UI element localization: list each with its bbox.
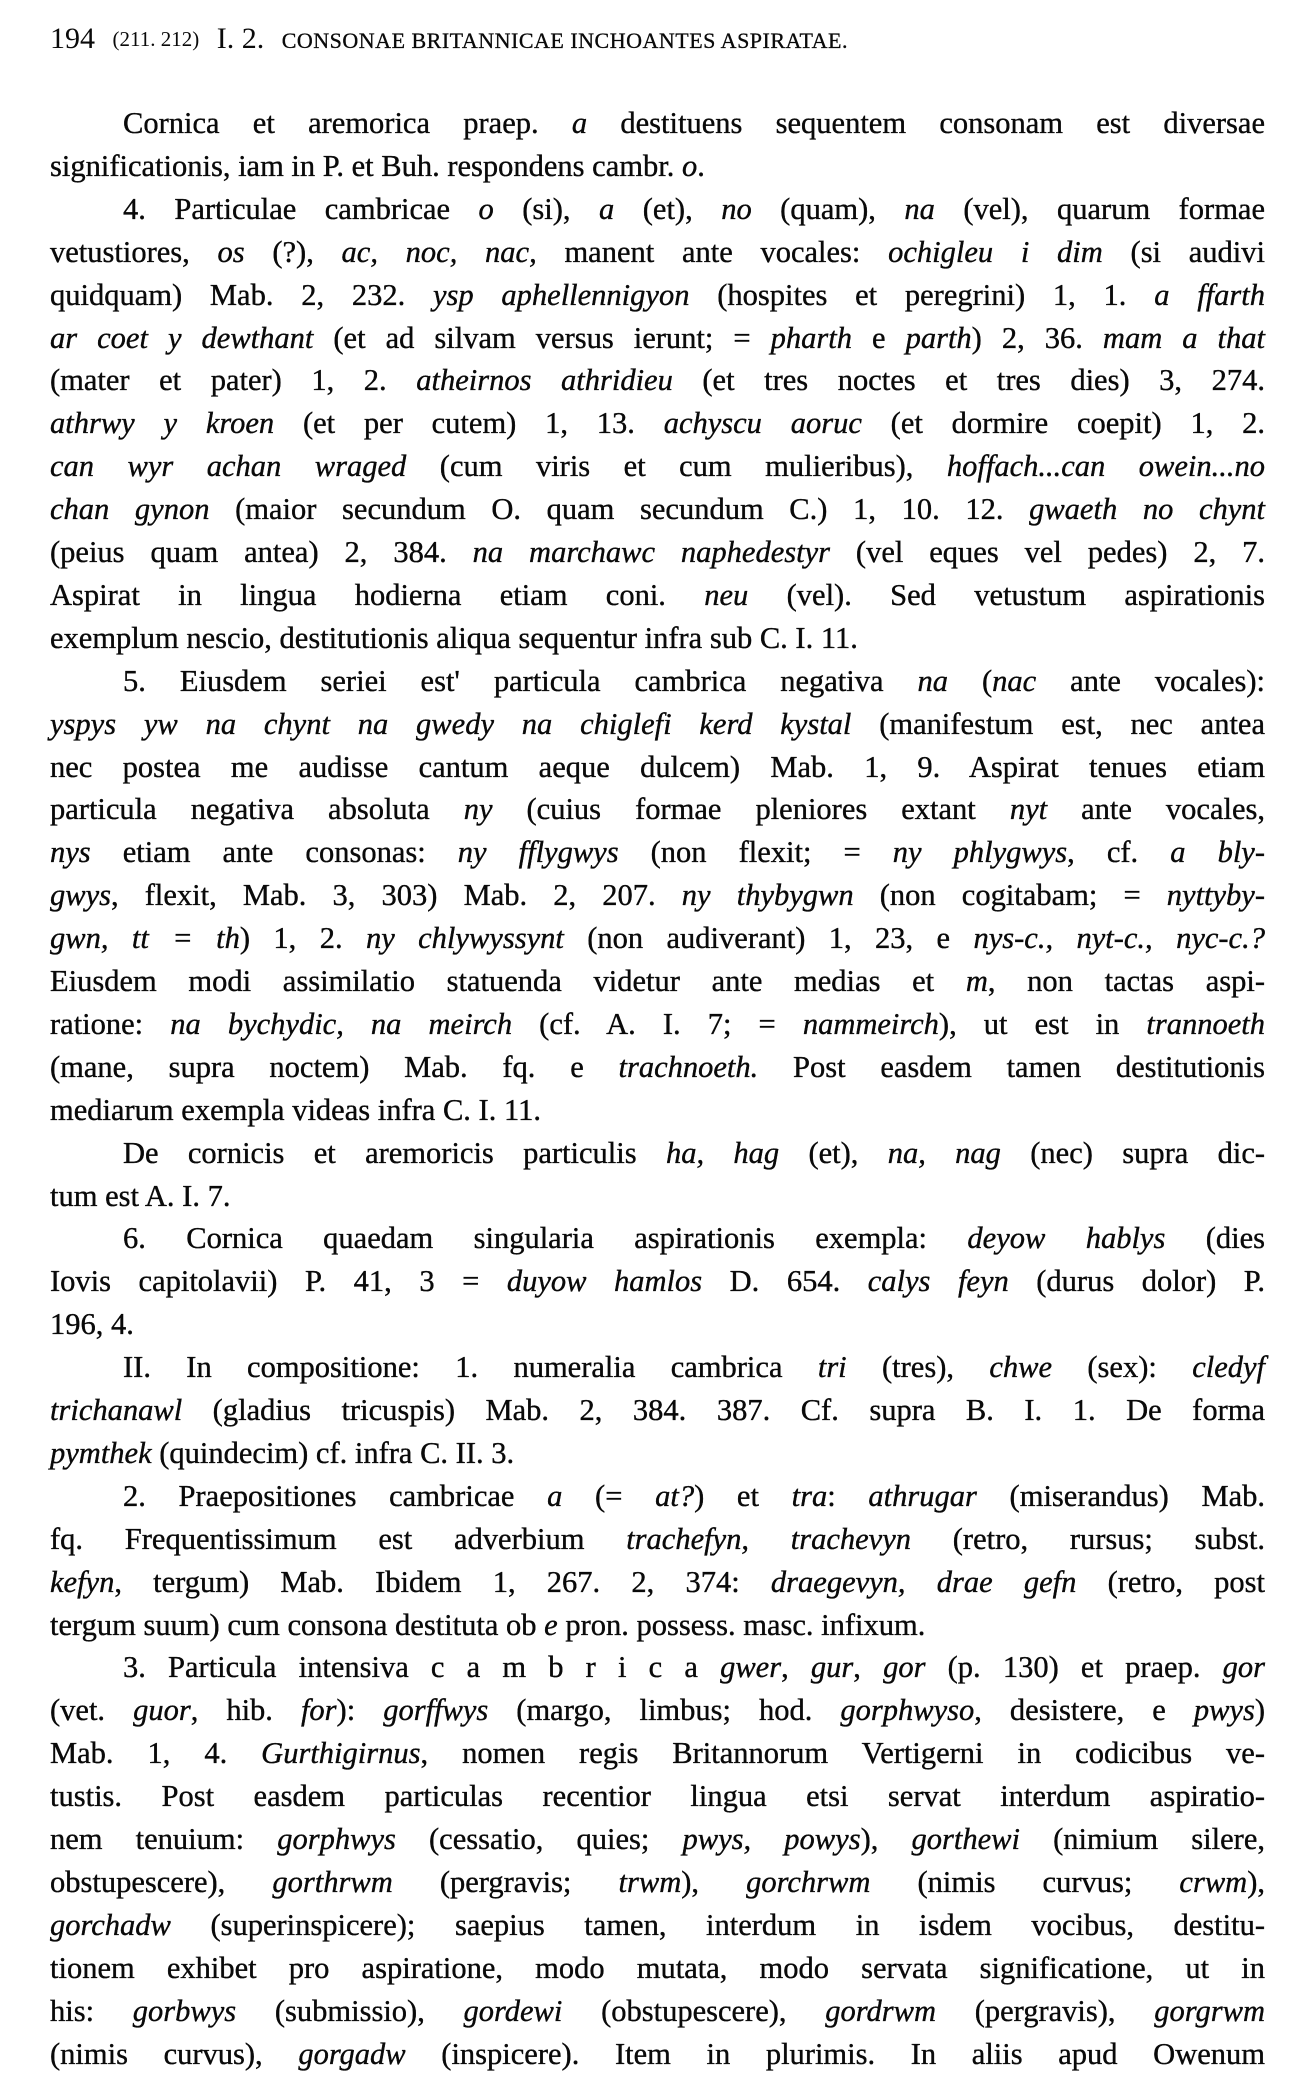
text-line bbox=[50, 1818, 1265, 1860]
italic-term: a bly- bbox=[1170, 835, 1265, 870]
text-run: (inspicere). Item in plurimis. In aliis apud Owenum bbox=[405, 2036, 1265, 2071]
text-line bbox=[50, 1947, 1265, 1989]
italic-term: a bbox=[571, 106, 588, 140]
text-run: (maior secundum O. quam secundum C.) 1, 10. 12. bbox=[209, 492, 1030, 527]
text-run: ante vocales, bbox=[1047, 792, 1265, 827]
italic-term: cledyf bbox=[1192, 1350, 1265, 1385]
text-run: ), ut est in bbox=[938, 1006, 1147, 1041]
italic-term: pymthek bbox=[50, 1435, 152, 1470]
text-run: (pergravis), bbox=[935, 1993, 1155, 2028]
text-line bbox=[50, 1775, 1265, 1817]
text-run: (et per cutem) 1, 13. bbox=[274, 406, 664, 441]
text-run: (nec) supra dic- bbox=[1000, 1135, 1266, 1170]
text-run: particula negativa absoluta bbox=[50, 792, 464, 827]
text-run: (durus dolor) P. bbox=[1008, 1264, 1266, 1299]
text-run: tionem exhibet pro aspiratione, modo mutata, modo servata significatione, ut in bbox=[50, 1950, 1265, 1985]
text-run: obstupescere), bbox=[50, 1864, 273, 1899]
italic-term: hoffach...can owein...no bbox=[946, 449, 1266, 484]
italic-term: trachefyn, trachevyn bbox=[626, 1521, 911, 1556]
italic-term: trannoeth bbox=[1146, 1006, 1265, 1041]
text-run: (gladius tricuspis) Mab. 2, 384. 387. Cf. supra B. I. 1. De forma bbox=[182, 1393, 1265, 1427]
text-line bbox=[50, 531, 1265, 573]
text-run: . bbox=[697, 148, 705, 183]
text-run: nem tenuium: bbox=[50, 1822, 278, 1856]
text-line bbox=[123, 1346, 1265, 1388]
text-run: (vel), quarum formae bbox=[934, 191, 1265, 226]
text-line bbox=[50, 1003, 1265, 1045]
text-run: (superinspicere); saepius tamen, interdum in isdem vocibus, destitu- bbox=[170, 1907, 1265, 1942]
italic-term: calys feyn bbox=[867, 1264, 1009, 1299]
italic-term: trwm bbox=[618, 1864, 682, 1899]
italic-term: nys-c., nyt-c., nyc-c.? bbox=[973, 921, 1265, 956]
text-line bbox=[50, 445, 1265, 487]
text-run: II. In compositione: 1. numeralia cambrica bbox=[123, 1350, 818, 1385]
text-line bbox=[50, 1089, 1265, 1131]
italic-term: ny fflygwys bbox=[457, 835, 619, 870]
italic-term: a ffarth bbox=[1154, 277, 1265, 312]
text-run: tergum suum) cum consona destituta ob bbox=[50, 1607, 545, 1642]
text-run: Post easdem tamen destitutionis bbox=[758, 1049, 1265, 1084]
italic-term: na, nag bbox=[887, 1135, 1001, 1170]
italic-term: chan gynon bbox=[50, 492, 210, 527]
text-run: nec postea me audisse cantum aeque dulcem) Mab. 1, 9. Aspirat tenues etiam bbox=[50, 749, 1265, 784]
italic-term: yspys yw na chynt na gwedy na chiglefi kerd kystal bbox=[50, 706, 852, 741]
italic-term: e bbox=[544, 1607, 558, 1642]
text-run: ), bbox=[1247, 1864, 1265, 1899]
italic-term: o bbox=[681, 148, 698, 183]
text-line bbox=[123, 188, 1265, 230]
italic-term: gur bbox=[810, 1650, 854, 1685]
text-run: (mane, supra noctem) Mab. fq. e bbox=[50, 1049, 619, 1084]
text-line bbox=[50, 1990, 1265, 2032]
text-run: (cuius formae pleniores extant bbox=[492, 792, 1010, 827]
text-run: (vel). Sed vetustum aspirationis bbox=[748, 577, 1265, 612]
italic-term: can wyr achan wraged bbox=[50, 449, 407, 484]
text-line bbox=[50, 1046, 1265, 1088]
text-line bbox=[50, 1175, 1265, 1217]
text-run: exemplum nescio, destitutionis aliqua sequentur infra sub C. I. 11. bbox=[50, 620, 858, 655]
italic-term: gwaeth no chynt bbox=[1029, 492, 1266, 527]
text-run: (si), bbox=[493, 191, 600, 226]
text-line bbox=[50, 1389, 1265, 1431]
text-run: vetustiores, bbox=[50, 234, 218, 269]
italic-term: nys bbox=[50, 835, 91, 870]
italic-term: ha, hag bbox=[665, 1135, 780, 1170]
text-run: (si audivi bbox=[1102, 234, 1265, 269]
text-run: , flexit, Mab. 3, 303) Mab. 2, 207. bbox=[111, 878, 682, 913]
text-line bbox=[50, 917, 1265, 959]
text-run: (et dormire coepit) 1, 2. bbox=[861, 406, 1265, 441]
italic-term: tra bbox=[791, 1478, 828, 1513]
text-run: Aspirat in lingua hodierna etiam coni. bbox=[50, 577, 705, 612]
italic-term: ny bbox=[463, 792, 493, 827]
italic-term: trachnoeth. bbox=[618, 1049, 759, 1084]
italic-term: gorthewi bbox=[911, 1822, 1020, 1856]
italic-term: gor bbox=[1222, 1650, 1266, 1685]
text-line bbox=[50, 1303, 1265, 1345]
text-run: (vet. bbox=[50, 1693, 134, 1728]
text-run: quidquam) Mab. 2, 232. bbox=[50, 277, 433, 312]
text-line bbox=[123, 1646, 1265, 1688]
italic-term: gwn, tt = th bbox=[50, 921, 240, 956]
italic-term: mam a that bbox=[1102, 320, 1265, 355]
italic-term: draegevyn, drae gefn bbox=[770, 1564, 1077, 1599]
text-line bbox=[50, 274, 1265, 316]
text-run: ), bbox=[860, 1822, 912, 1856]
italic-term: gorbwys bbox=[132, 1993, 237, 2028]
text-run: 196, 4. bbox=[50, 1307, 134, 1342]
text-line bbox=[50, 1518, 1265, 1560]
text-line bbox=[50, 617, 1265, 659]
italic-term: ny phlygwys bbox=[892, 835, 1068, 870]
text-line bbox=[50, 1689, 1265, 1731]
text-run: 2. Praepositiones cambricae bbox=[123, 1478, 548, 1513]
text-run: significationis, iam in P. et Buh. respondens cambr. bbox=[50, 148, 682, 183]
italic-term: Gurthigirnus bbox=[261, 1736, 421, 1771]
text-run: ) 2, 36. bbox=[971, 320, 1103, 355]
text-run: (et), bbox=[614, 191, 722, 226]
italic-term: pharth bbox=[770, 320, 852, 355]
text-run: 3. Particula intensiva c a m b r i c a bbox=[123, 1650, 721, 1685]
text-run: (non cogitabam; = bbox=[853, 878, 1167, 913]
italic-term: nyt bbox=[1009, 792, 1048, 827]
italic-term: ochigleu i dim bbox=[888, 234, 1103, 269]
text-run: (hospites et peregrini) 1, 1. bbox=[689, 277, 1155, 312]
text-line bbox=[50, 874, 1265, 916]
text-line bbox=[50, 1604, 1265, 1646]
italic-term: ar coet y dewthant bbox=[50, 320, 314, 355]
text-run: (p. 130) et praep. bbox=[925, 1650, 1223, 1685]
italic-term: atheirnos athridieu bbox=[416, 363, 673, 398]
text-run: e bbox=[851, 320, 906, 355]
text-run: his: bbox=[50, 1993, 133, 2028]
text-line bbox=[50, 2033, 1265, 2075]
italic-term: kefyn bbox=[50, 1564, 115, 1599]
italic-term: gordewi bbox=[463, 1993, 563, 2028]
text-run: (obstupescere), bbox=[562, 1993, 826, 2028]
text-run: fq. Frequentissimum est adverbium bbox=[50, 1521, 627, 1556]
italic-term: na bbox=[917, 663, 949, 698]
text-run: D. 654. bbox=[702, 1264, 868, 1299]
italic-term: na bbox=[904, 191, 935, 226]
text-line bbox=[50, 574, 1265, 616]
italic-term: a bbox=[599, 191, 615, 226]
text-line bbox=[50, 1561, 1265, 1603]
italic-term: ny chlywyssynt bbox=[365, 921, 564, 956]
text-line bbox=[50, 317, 1265, 359]
text-run: (non audiverant) 1, 23, e bbox=[563, 921, 974, 956]
italic-term: gordrwm bbox=[825, 1993, 936, 2028]
italic-term: na bychydic, na meirch bbox=[170, 1006, 513, 1041]
text-line bbox=[50, 1432, 1265, 1474]
italic-term: parth bbox=[905, 320, 972, 355]
italic-term: no bbox=[721, 191, 752, 226]
text-line bbox=[50, 1732, 1265, 1774]
text-run: tustis. Post easdem particulas recentior lingua etsi servat interdum aspiratio- bbox=[50, 1779, 1265, 1814]
text-line bbox=[50, 488, 1265, 530]
text-run: ante vocales): bbox=[1036, 663, 1265, 698]
italic-term: trichanawl bbox=[50, 1393, 183, 1427]
text-run: ) et bbox=[694, 1478, 792, 1513]
text-line bbox=[50, 831, 1265, 873]
italic-term: nammeirch bbox=[802, 1006, 939, 1041]
text-line bbox=[50, 359, 1265, 401]
text-run: ) bbox=[1254, 1693, 1265, 1728]
text-run: (pergravis; bbox=[392, 1864, 619, 1899]
text-run: Mab. 1, 4. bbox=[50, 1736, 262, 1771]
text-line bbox=[123, 1132, 1265, 1174]
text-run: Cornica et aremorica praep. bbox=[123, 106, 572, 140]
italic-term: nyttyby- bbox=[1166, 878, 1265, 913]
italic-term: at? bbox=[655, 1478, 695, 1513]
italic-term: neu bbox=[704, 577, 749, 612]
text-run: (= bbox=[562, 1478, 656, 1513]
text-run: tum est A. I. 7. bbox=[50, 1178, 231, 1213]
text-run: (et), bbox=[779, 1135, 888, 1170]
text-run: (retro, post bbox=[1076, 1564, 1266, 1599]
text-run: ), bbox=[681, 1864, 747, 1899]
text-run: , non tactas aspi- bbox=[987, 964, 1265, 998]
text-run: (cessatio, quies; bbox=[395, 1822, 683, 1856]
italic-term: chwe bbox=[989, 1350, 1053, 1385]
text-run: (tres), bbox=[846, 1350, 990, 1385]
italic-term: gor bbox=[883, 1650, 926, 1685]
text-run: 6. Cornica quaedam singularia aspirationis exempla: bbox=[123, 1221, 968, 1256]
text-run: (mater et pater) 1, 2. bbox=[50, 363, 417, 398]
italic-term: gwys bbox=[50, 878, 111, 913]
text-run: (submissio), bbox=[236, 1993, 464, 2028]
text-run: , tergum) Mab. Ibidem 1, 267. 2, 374: bbox=[114, 1564, 771, 1599]
italic-term: athrwy y kroen bbox=[50, 406, 275, 441]
text-run: De cornicis et aremoricis particulis bbox=[123, 1135, 666, 1170]
text-run: (et ad silvam versus ierunt; = bbox=[313, 320, 771, 355]
text-run: (sex): bbox=[1052, 1350, 1193, 1385]
text-run: (quam), bbox=[751, 191, 905, 226]
italic-term: gorchadw bbox=[50, 1907, 171, 1942]
text-run: (nimis curvus; bbox=[870, 1864, 1180, 1899]
text-run: (manifestum est, nec antea bbox=[851, 706, 1265, 741]
text-run: ): bbox=[336, 1693, 384, 1728]
text-run: , bbox=[781, 1650, 811, 1685]
text-run: , nomen regis Britannorum Vertigerni in codicibus ve- bbox=[420, 1736, 1265, 1771]
text-run: (margo, limbus; hod. bbox=[488, 1693, 841, 1728]
italic-term: athrugar bbox=[868, 1478, 977, 1513]
text-run: (?), bbox=[244, 234, 342, 269]
text-line bbox=[50, 231, 1265, 273]
text-run: ) 1, 2. bbox=[239, 921, 366, 956]
italic-term: na marchawc naphedestyr bbox=[472, 535, 830, 569]
section-number: I. 2. bbox=[216, 22, 265, 55]
text-line bbox=[123, 1475, 1265, 1517]
text-run: (miserandus) Mab. bbox=[976, 1478, 1266, 1513]
text-line bbox=[50, 402, 1265, 444]
text-run: pron. possess. masc. infixum. bbox=[557, 1607, 926, 1642]
text-run: (non flexit; = bbox=[618, 835, 893, 870]
text-run: manent ante vocales: bbox=[536, 234, 889, 269]
italic-term: for bbox=[300, 1693, 337, 1728]
text-run: (peius quam antea) 2, 384. bbox=[50, 535, 473, 569]
text-run: : bbox=[827, 1478, 869, 1513]
page-reference: (211. 212) bbox=[112, 27, 200, 51]
page-number: 194 bbox=[50, 22, 95, 55]
text-run: ( bbox=[948, 663, 993, 698]
text-line bbox=[50, 788, 1265, 830]
italic-term: gorphwyso bbox=[840, 1693, 975, 1728]
text-run: (nimis curvus), bbox=[50, 2036, 299, 2071]
text-run: (retro, rursus; subst. bbox=[911, 1521, 1265, 1556]
italic-term: pwys, powys bbox=[682, 1822, 861, 1856]
italic-term: os bbox=[217, 234, 245, 269]
italic-term: crwm bbox=[1179, 1864, 1248, 1899]
running-header bbox=[50, 22, 858, 56]
text-run: , cf. bbox=[1067, 835, 1171, 870]
italic-term: gorffwys bbox=[383, 1693, 489, 1728]
text-run: (nimium silere, bbox=[1019, 1822, 1265, 1856]
italic-term: gorthrwm bbox=[272, 1864, 393, 1899]
text-line bbox=[50, 703, 1265, 745]
italic-term: deyow hablys bbox=[967, 1221, 1166, 1256]
text-run: , bbox=[853, 1650, 884, 1685]
text-run: (cum viris et cum mulieribus), bbox=[406, 449, 947, 484]
italic-term: ysp aphellennigyon bbox=[432, 277, 690, 312]
italic-term: pwys bbox=[1193, 1693, 1255, 1728]
italic-term: gorgrwm bbox=[1154, 1993, 1265, 2028]
text-run: (et tres noctes et tres dies) 3, 274. bbox=[672, 363, 1265, 398]
italic-term: duyow hamlos bbox=[506, 1264, 703, 1299]
text-run: Eiusdem modi assimilatio statuenda videtur ante medias et bbox=[50, 964, 966, 998]
text-run: (cf. A. I. 7; = bbox=[512, 1006, 803, 1041]
text-run: (dies bbox=[1165, 1221, 1265, 1256]
text-line bbox=[50, 1861, 1265, 1903]
italic-term: achyscu aoruc bbox=[663, 406, 862, 441]
italic-term: ac, noc, nac, bbox=[341, 234, 537, 269]
text-line bbox=[50, 145, 1265, 187]
text-run: , desistere, e bbox=[974, 1693, 1194, 1728]
italic-term: ny thybygwn bbox=[681, 878, 854, 913]
italic-term: o bbox=[478, 191, 494, 226]
text-run: Iovis capitolavii) P. 41, 3 = bbox=[50, 1264, 507, 1299]
text-run: mediarum exempla videas infra C. I. 11. bbox=[50, 1092, 541, 1127]
italic-term: guor bbox=[133, 1693, 191, 1728]
italic-term: tri bbox=[817, 1350, 847, 1385]
text-line bbox=[123, 1217, 1265, 1259]
italic-term: gorphwys bbox=[277, 1822, 396, 1856]
text-line bbox=[123, 660, 1265, 702]
text-line bbox=[50, 1260, 1265, 1302]
text-line bbox=[123, 102, 1265, 144]
italic-term: gorgadw bbox=[298, 2036, 406, 2071]
text-run: 4. Particulae cambricae bbox=[123, 191, 479, 226]
italic-term: m bbox=[965, 964, 988, 998]
text-run: (vel eques vel pedes) 2, 7. bbox=[830, 535, 1265, 569]
italic-term: gwer bbox=[720, 1650, 782, 1685]
text-line bbox=[50, 746, 1265, 788]
italic-term: a bbox=[547, 1478, 563, 1513]
text-run: etiam ante consonas: bbox=[90, 835, 458, 870]
text-line bbox=[50, 1904, 1265, 1946]
text-run: ratione: bbox=[50, 1006, 171, 1041]
italic-term: nac bbox=[992, 663, 1037, 698]
text-line bbox=[50, 960, 1265, 1002]
text-run: destituens sequentem consonam est diversae bbox=[587, 106, 1266, 140]
italic-term: gorchrwm bbox=[746, 1864, 871, 1899]
text-run: , hib. bbox=[190, 1693, 301, 1728]
running-title: CONSONAE BRITANNICAE INCHOANTES ASPIRATAE. bbox=[281, 28, 848, 53]
text-run: 5. Eiusdem seriei est' particula cambrica negativa bbox=[123, 663, 918, 698]
text-run: (quindecim) cf. infra C. II. 3. bbox=[151, 1435, 515, 1470]
